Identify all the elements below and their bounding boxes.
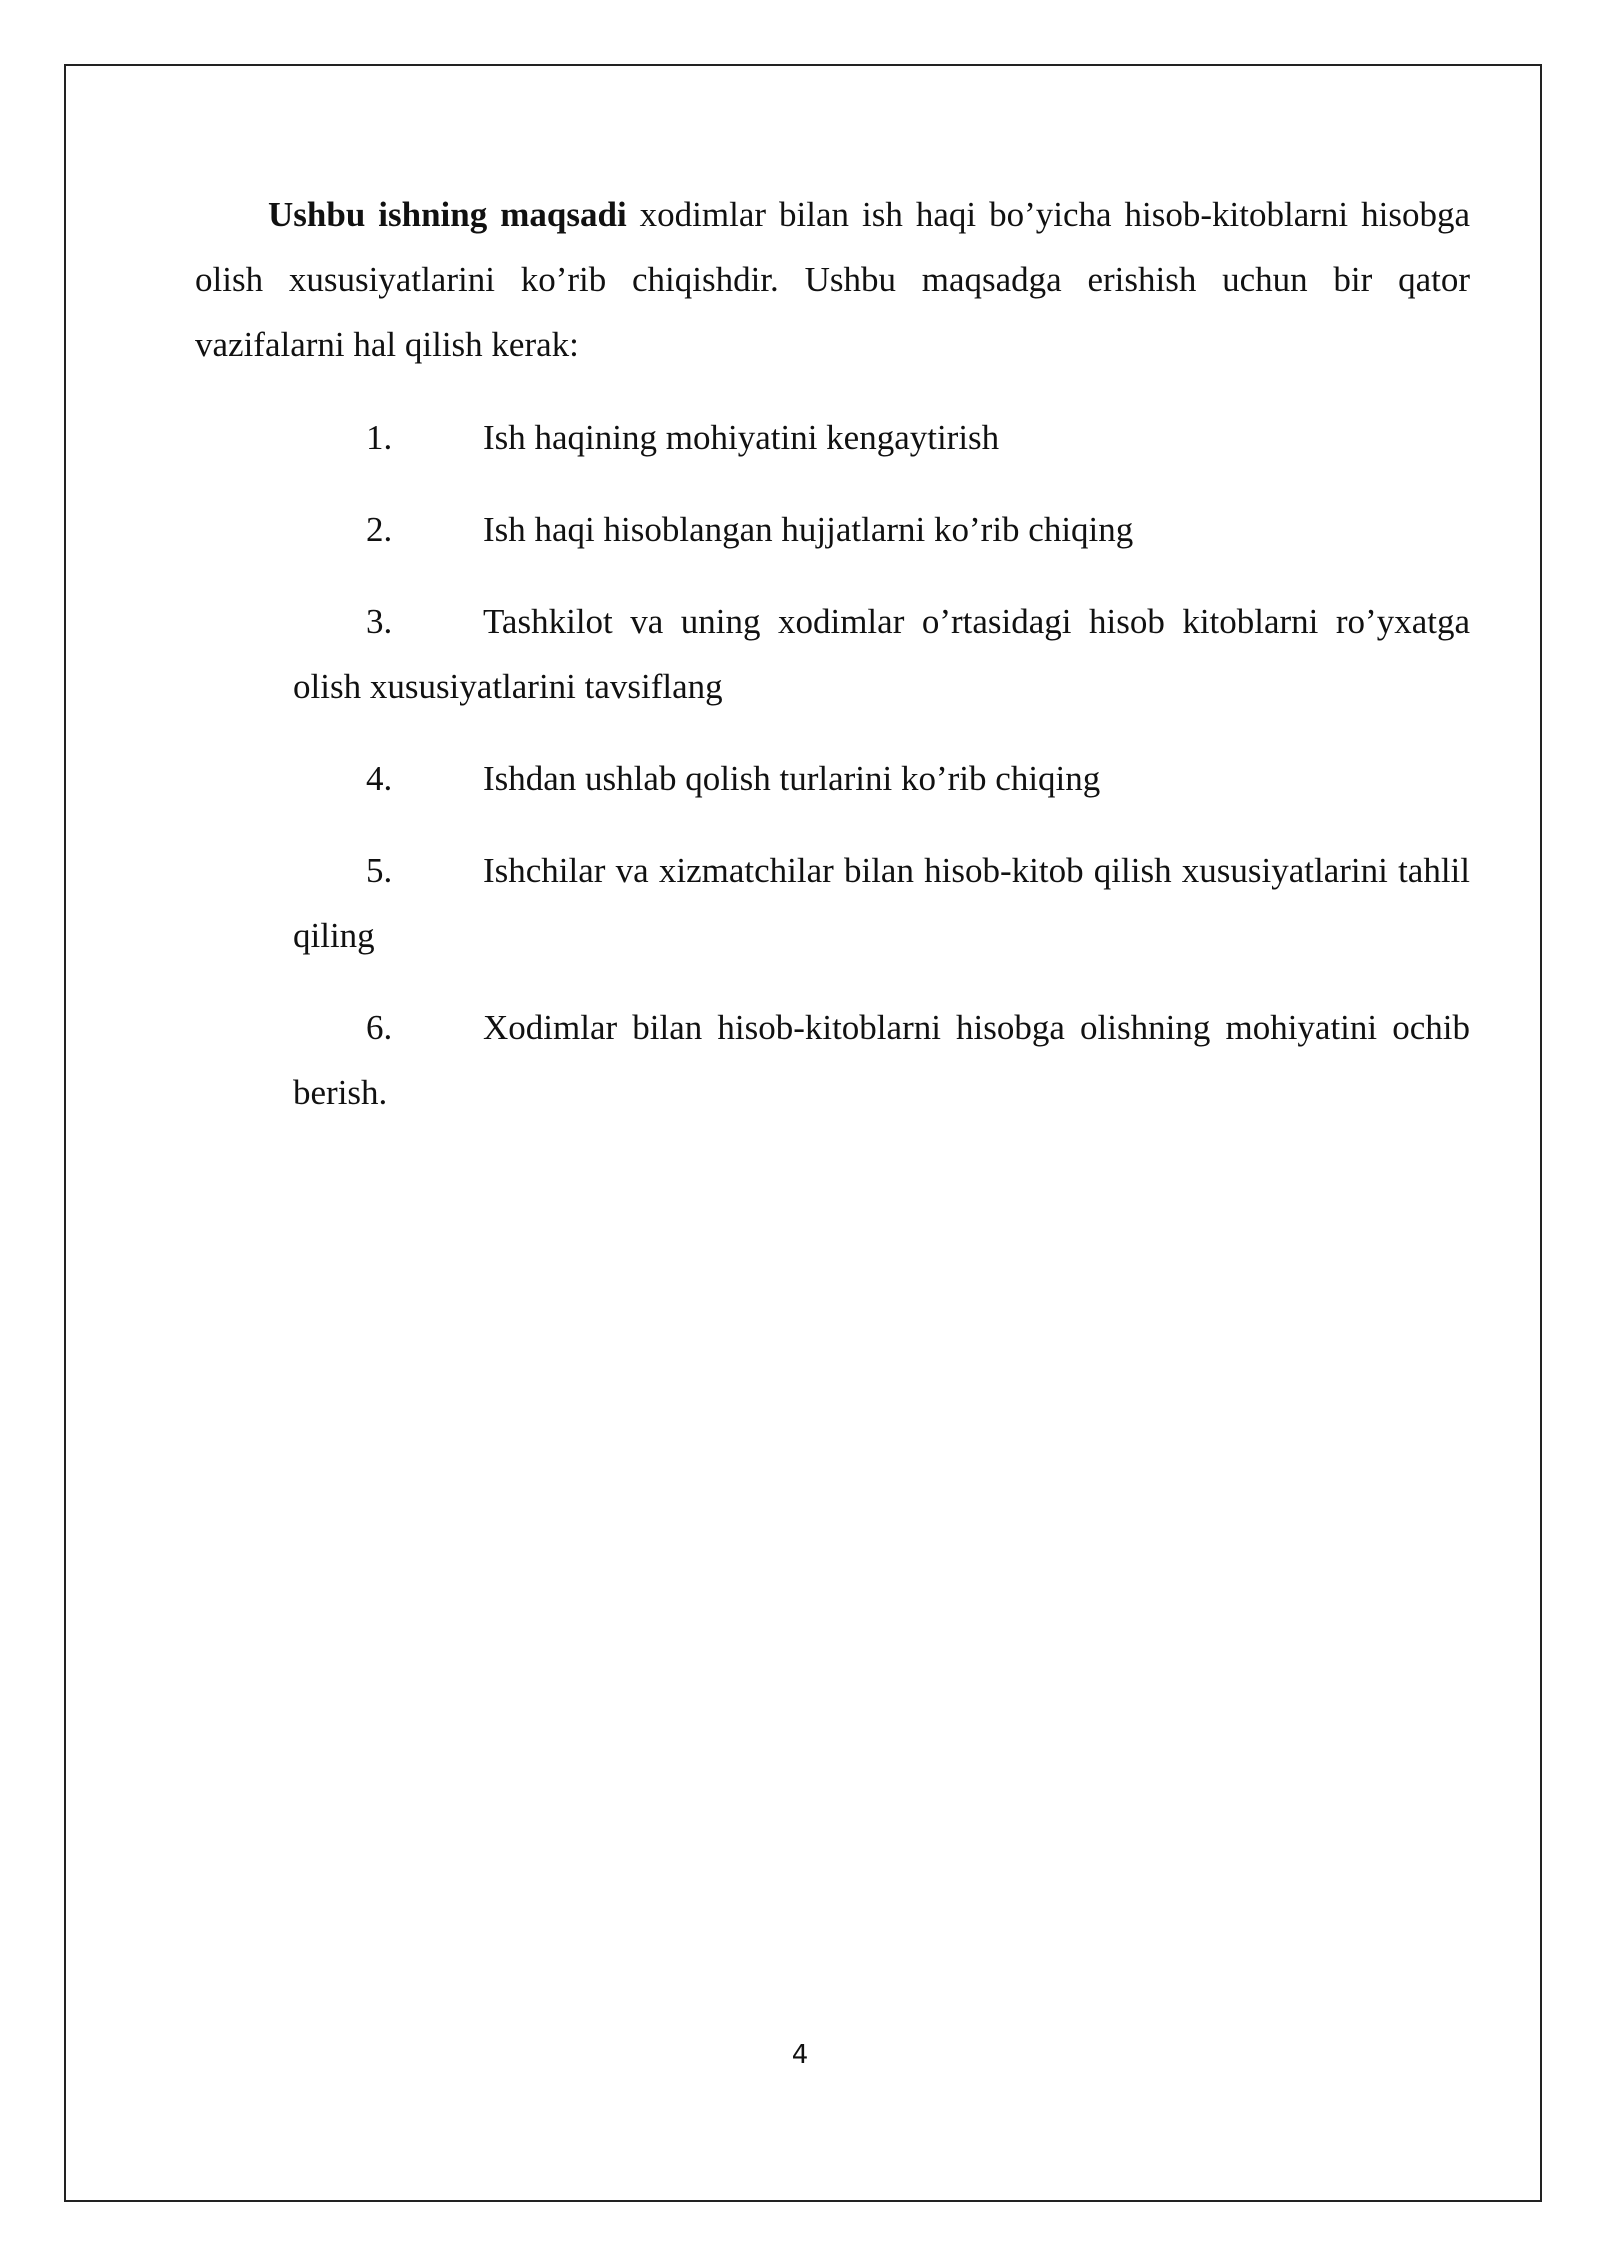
task-item <box>293 497 1470 562</box>
task-text: Ishchilar va xizmatchilar bilan hisob-kitob qilish xususiyatlarini tahlil qiling <box>293 851 1470 955</box>
task-text: Ish haqi hisoblangan hujjatlarni ko’rib chiqing <box>483 510 1134 549</box>
task-number: 1. <box>366 418 393 457</box>
task-item <box>293 746 1470 811</box>
task-item <box>293 589 1470 719</box>
task-text: Tashkilot va uning xodimlar o’rtasidagi hisob kitoblarni ro’yxatga olish xususiyatlarini tavsiflang <box>293 602 1470 706</box>
task-item <box>293 405 1470 470</box>
task-number: 3. <box>366 602 393 641</box>
task-list <box>195 405 1470 1125</box>
task-number: 2. <box>366 510 393 549</box>
task-item <box>293 838 1470 968</box>
task-item <box>293 995 1470 1125</box>
task-text: Xodimlar bilan hisob-kitoblarni hisobga olishning mohiyatini ochib berish. <box>293 1008 1470 1112</box>
task-text: Ish haqining mohiyatini kengaytirish <box>483 418 1000 457</box>
task-text: Ishdan ushlab qolish turlarini ko’rib chiqing <box>483 759 1101 798</box>
task-number: 5. <box>366 851 393 890</box>
page-number: 4 <box>791 2040 809 2070</box>
intro-bold-lead: Ushbu ishning maqsadi <box>268 195 627 234</box>
task-number: 6. <box>366 1008 393 1047</box>
document-body <box>195 182 1470 1152</box>
intro-paragraph <box>195 182 1470 377</box>
intro-text: xodimlar bilan ish haqi bo’yicha hisob-kitoblarni hisobga olish xususiyatlarini ko’rib chiqishdir. Ushbu maqsadga erishish uchun bir qator vazifalarni hal qilish kerak: <box>195 195 1470 364</box>
task-number: 4. <box>366 759 393 798</box>
